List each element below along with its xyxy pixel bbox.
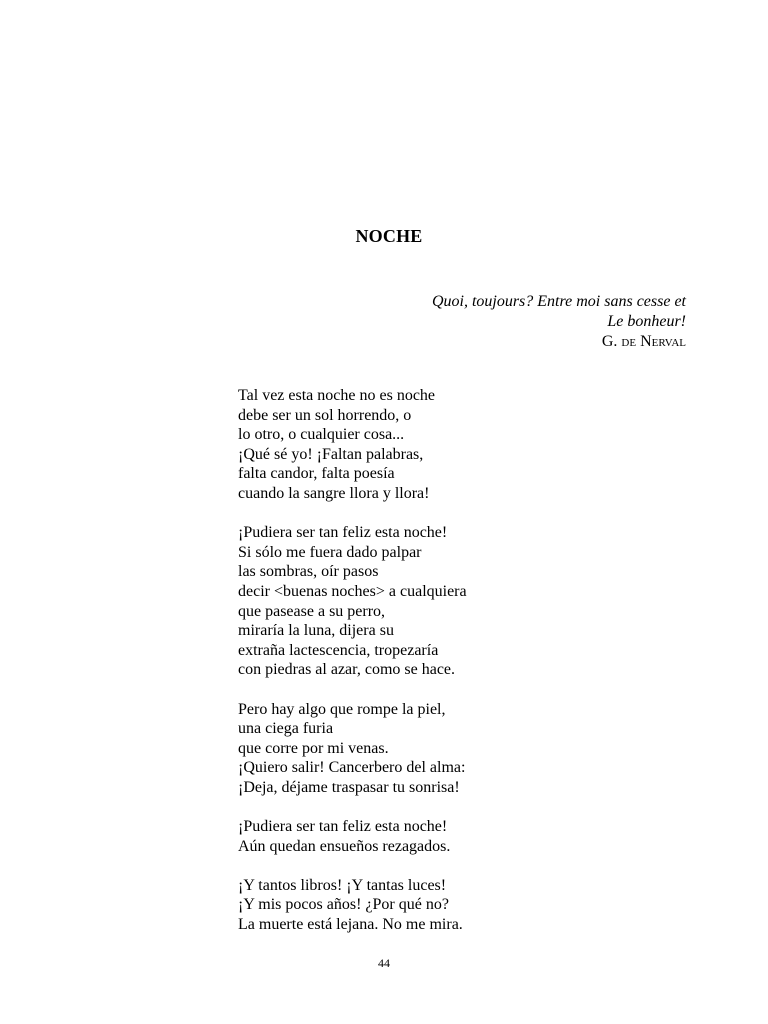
stanza <box>238 817 467 856</box>
poem-line: las sombras, oír pasos <box>238 563 379 581</box>
poem-line: una ciega furia <box>238 720 334 738</box>
poem-line: Si sólo me fuera dado palpar <box>238 543 422 561</box>
poem-line: falta candor, falta poesía <box>238 465 395 483</box>
poem-line: ¡Qué sé yo! ¡Faltan palabras, <box>238 445 424 463</box>
poem-title: NOCHE <box>355 226 423 246</box>
poem-line: ¡Pudiera ser tan feliz esta noche! <box>238 818 448 836</box>
poem-line: ¡Y mis pocos años! ¿Por qué no? <box>238 896 449 914</box>
poem-line: ¡Deja, déjame traspasar tu sonrisa! <box>238 778 460 796</box>
poem-line: miraría la luna, dijera su <box>238 622 394 640</box>
poem-line: ¡Y tantos libros! ¡Y tantas luces! <box>238 876 447 894</box>
stanza <box>238 386 467 504</box>
poem-line: extraña lactescencia, tropezaría <box>238 641 439 659</box>
poem-line: con piedras al azar, como se hace. <box>238 661 456 679</box>
poem-line: ¡Quiero salir! Cancerbero del alma: <box>238 759 466 777</box>
poem-line: debe ser un sol horrendo, o <box>238 406 412 424</box>
poem-line: Pero hay algo que rompe la piel, <box>238 700 446 718</box>
page-number: 44 <box>378 956 390 970</box>
poem-line: decir <buenas noches> a cualquiera <box>238 582 467 600</box>
poem-body <box>238 386 467 954</box>
poem-line: que pasease a su perro, <box>238 602 386 620</box>
poem-line: La muerte está lejana. No me mira. <box>238 916 463 934</box>
epigraph-line: Quoi, toujours? Entre moi sans cesse et <box>431 293 686 310</box>
poem-line: Tal vez esta noche no es noche <box>238 387 436 404</box>
stanza <box>238 523 467 680</box>
stanza <box>238 876 467 935</box>
poem-line: lo otro, o cualquier cosa... <box>238 426 405 444</box>
epigraph-line: Le bonheur! <box>607 313 686 330</box>
epigraph <box>432 292 686 352</box>
poem-line: ¡Pudiera ser tan feliz esta noche! <box>238 524 448 542</box>
poem-line: que corre por mi venas. <box>238 739 389 757</box>
stanza <box>238 700 467 798</box>
epigraph-author: G. de Nerval <box>601 333 686 350</box>
poem-line: Aún quedan ensueños rezagados. <box>238 837 451 855</box>
poem-line: cuando la sangre llora y llora! <box>238 484 430 502</box>
